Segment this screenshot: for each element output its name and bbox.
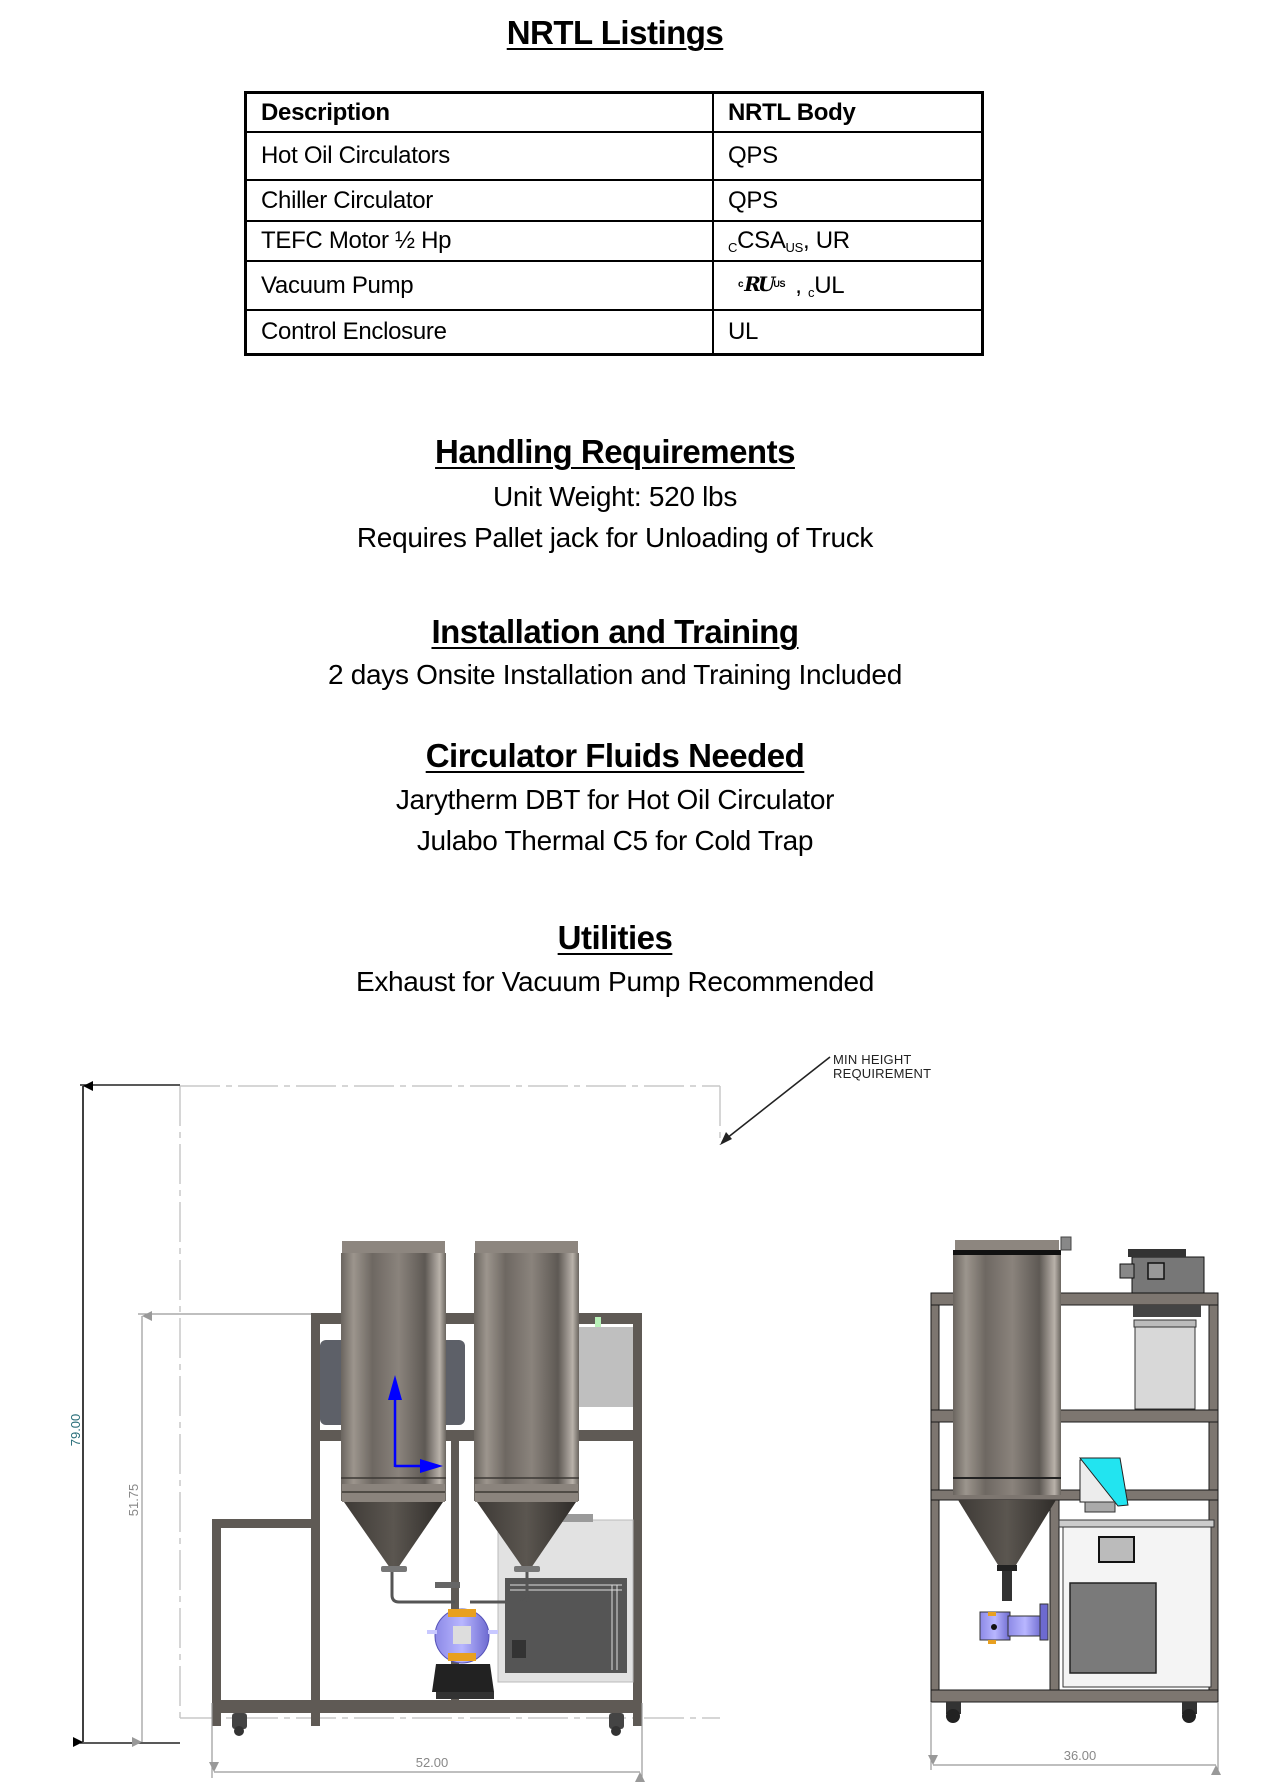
handling-line: Unit Weight: 520 lbs bbox=[492, 481, 738, 512]
dimension-52 bbox=[212, 1703, 642, 1778]
table-row bbox=[246, 261, 983, 310]
csa-mark: CSA bbox=[737, 227, 786, 254]
dimension-36 bbox=[931, 1703, 1218, 1770]
row-description: Vacuum Pump bbox=[246, 261, 714, 310]
table-header-row bbox=[246, 93, 983, 133]
csa-c-prefix: C bbox=[728, 240, 738, 255]
chiller bbox=[498, 1520, 633, 1682]
table-row bbox=[246, 132, 983, 180]
row-nrtl-body: QPS bbox=[713, 180, 983, 221]
page-title: NRTL Listings bbox=[506, 14, 724, 51]
cul-c-prefix: c bbox=[807, 284, 815, 300]
pipe bbox=[470, 1572, 527, 1602]
dimension-52-label: 52.00 bbox=[415, 1755, 449, 1770]
control-enclosure bbox=[575, 1327, 633, 1407]
front-tank-left bbox=[341, 1241, 446, 1572]
side-tank bbox=[953, 1237, 1071, 1601]
side-frame bbox=[931, 1293, 1218, 1702]
ul-logo-c: c bbox=[738, 278, 744, 290]
ul-recognized-logo bbox=[738, 272, 785, 296]
ul-logo-us: US bbox=[773, 279, 786, 289]
dimension-51-75-label: 51.75 bbox=[126, 1483, 141, 1517]
coordinate-axis-icon bbox=[388, 1375, 443, 1473]
utilities-heading: Utilities bbox=[557, 919, 673, 956]
row-nrtl-body: QPS bbox=[713, 132, 983, 180]
handling-heading: Handling Requirements bbox=[435, 433, 795, 470]
front-tank-right bbox=[474, 1241, 579, 1572]
separator-comma: , bbox=[795, 271, 808, 299]
column-header-nrtl-body: NRTL Body bbox=[713, 93, 983, 133]
caster-icon bbox=[1182, 1702, 1197, 1723]
table-row bbox=[246, 180, 983, 221]
table-row bbox=[246, 221, 983, 261]
caster-icon bbox=[609, 1713, 624, 1736]
chiller-vent-panel bbox=[505, 1578, 627, 1673]
nrtl-table bbox=[244, 91, 984, 356]
pipe bbox=[392, 1572, 455, 1602]
dimension-79-label: 79.00 bbox=[68, 1413, 83, 1447]
note-leader-arrow bbox=[720, 1132, 732, 1145]
installation-line: 2 days Onsite Installation and Training Included bbox=[328, 659, 902, 690]
caster-icon bbox=[232, 1713, 247, 1736]
fluids-heading: Circulator Fluids Needed bbox=[425, 737, 805, 774]
note-line: MIN HEIGHT bbox=[833, 1052, 912, 1067]
ur-text: , UR bbox=[803, 227, 850, 254]
dimension-51-75 bbox=[138, 1314, 345, 1742]
cul-mark: UL bbox=[814, 271, 845, 299]
installation-heading: Installation and Training bbox=[431, 613, 799, 650]
front-frame bbox=[212, 1313, 642, 1726]
row-description: Hot Oil Circulators bbox=[246, 132, 714, 180]
diaphragm-pump bbox=[427, 1582, 498, 1699]
csa-us-suffix: US bbox=[785, 240, 804, 255]
row-nrtl-body bbox=[713, 261, 983, 310]
note-line: REQUIREMENT bbox=[833, 1066, 932, 1081]
side-vacuum-pump bbox=[980, 1604, 1048, 1644]
column-header-description: Description bbox=[246, 93, 714, 133]
side-control-display bbox=[1080, 1458, 1128, 1512]
dimension-79 bbox=[80, 1085, 180, 1743]
note-leader-line bbox=[722, 1057, 830, 1142]
row-description: TEFC Motor ½ Hp bbox=[246, 221, 714, 261]
min-height-envelope bbox=[180, 1086, 720, 1718]
dimension-36-label: 36.00 bbox=[1063, 1748, 1097, 1763]
min-height-note bbox=[833, 1053, 931, 1081]
side-chiller-panel bbox=[1070, 1583, 1156, 1673]
fluids-line: Julabo Thermal C5 for Cold Trap bbox=[416, 825, 814, 856]
row-nrtl-body bbox=[713, 221, 983, 261]
table-row bbox=[246, 310, 983, 355]
row-nrtl-body: UL bbox=[713, 310, 983, 355]
row-description: Control Enclosure bbox=[246, 310, 714, 355]
caster-icon bbox=[946, 1702, 961, 1723]
handling-line: Requires Pallet jack for Unloading of Truck bbox=[356, 522, 874, 553]
fluids-line: Jarytherm DBT for Hot Oil Circulator bbox=[395, 784, 835, 815]
row-description: Chiller Circulator bbox=[246, 180, 714, 221]
side-upper-unit bbox=[1120, 1249, 1204, 1409]
ul-logo-ru: RU bbox=[744, 272, 773, 296]
motor bbox=[320, 1340, 465, 1425]
utilities-line: Exhaust for Vacuum Pump Recommended bbox=[355, 966, 875, 997]
